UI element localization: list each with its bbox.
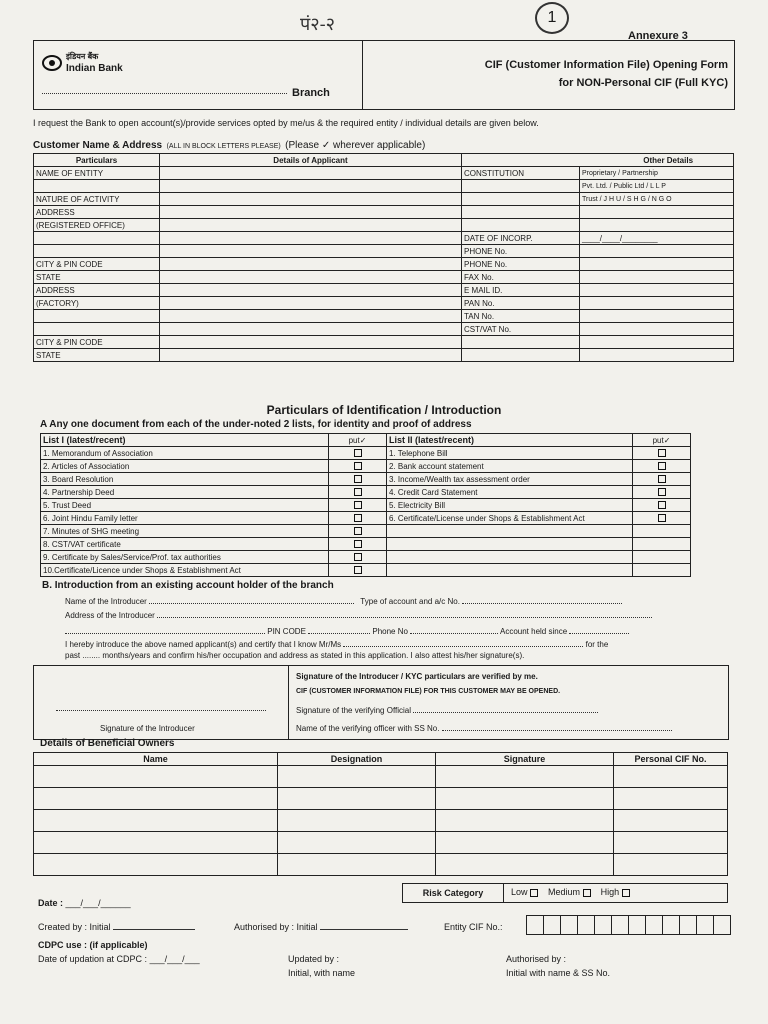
tan-input[interactable] [580,310,734,323]
phone-input[interactable] [410,633,498,634]
introducer-name-label: Name of the Introducer [65,597,147,606]
owner-designation-cell[interactable] [278,854,436,876]
blank-10b [580,349,734,362]
list1-checkbox[interactable] [354,488,362,496]
input-nature[interactable] [160,193,462,206]
email-input[interactable] [580,284,734,297]
verify-sig-row [296,706,598,715]
list1-item: 6. Joint Hindu Family letter [41,512,329,525]
cif-digit-box[interactable] [526,915,544,935]
row-nature: NATURE OF ACTIVITY [34,193,160,206]
owner-cif-cell[interactable] [614,854,728,876]
phone2-input[interactable] [580,258,734,271]
annexure-label: Annexure 3 [628,30,688,42]
list1-checkbox[interactable] [354,540,362,548]
list1-item: 8. CST/VAT certificate [41,538,329,551]
list1-item: 5. Trust Deed [41,499,329,512]
list2-checkbox[interactable] [658,488,666,496]
bank-hindi-name: इंडियन बैंक [66,52,99,61]
col-particulars: Particulars [34,154,160,167]
id-documents-table [40,433,691,577]
list2-item: 1. Telephone Bill [387,447,633,460]
const-opt-3[interactable]: Trust / J H U / S H G / N G O [580,193,734,206]
list1-item: 9. Certificate by Sales/Service/Prof. tax authorities [41,551,329,564]
acc-since-label: Account held since [499,627,568,636]
cst-label: CST/VAT No. [462,323,580,336]
col-other: Other Details [462,154,734,167]
bank-name: Indian Bank [66,63,123,74]
risk-category-box [402,883,728,903]
may-open-text: CIF (CUSTOMER INFORMATION FILE) FOR THIS CUSTOMER MAY BE OPENED. [296,688,561,695]
introducer-address-input[interactable] [157,617,652,618]
cif-digit-box[interactable] [680,915,697,935]
list1-checkbox[interactable] [354,566,362,574]
section-a-label: A Any one document from each of the under-noted 2 lists, for identity and proof of address [40,419,472,430]
owner-designation-cell[interactable] [278,832,436,854]
verify-name-input[interactable] [442,730,672,731]
date-input[interactable]: ___/___/______ [65,898,131,908]
cif-digit-box[interactable] [578,915,595,935]
entity-cif-label: Entity CIF No.: [444,922,503,932]
cif-digit-box[interactable] [663,915,680,935]
updated-by-sub: Initial, with name [288,968,356,978]
authorised-by-row [234,922,408,932]
list2-checkbox[interactable] [658,462,666,470]
authorised-by-input[interactable] [320,929,408,930]
list1-item: 3. Board Resolution [41,473,329,486]
certify-row-1 [65,640,608,649]
introducer-signature-label: Signature of the Introducer [100,724,195,733]
handwritten-note: पं२-२ [300,14,336,35]
list1-checkbox[interactable] [354,475,362,483]
updated-by-label: Updated by : [288,954,340,964]
row-city-pin: CITY & PIN CODE [34,258,160,271]
risk-medium-label: Medium [548,887,581,897]
row-blank-6 [34,245,160,258]
risk-high-label: High [600,887,620,897]
list1-checkbox[interactable] [354,462,362,470]
blank-9 [462,336,580,349]
cst-input[interactable] [580,323,734,336]
customer-line [33,135,425,153]
list2-checkbox[interactable] [658,501,666,509]
row-address-reg: ADDRESS [34,206,160,219]
created-by-row [38,922,195,932]
risk-high-checkbox[interactable] [622,889,630,897]
branch-label: Branch [292,87,330,99]
list1-checkbox[interactable] [354,527,362,535]
cif-digit-box[interactable] [595,915,612,935]
list1-item: 7. Minutes of SHG meeting [41,525,329,538]
blank-9b [580,336,734,349]
verify-name-row [296,724,672,733]
pin-phone-row [65,627,629,636]
cif-digit-box[interactable] [697,915,714,935]
date-updation-row [38,954,200,964]
certify-text-2: past ........ months/years and confirm his/her occupation and address as stated in this application. I also attest his/her signature(s). [65,651,525,660]
owner-name-cell[interactable] [34,766,278,788]
owner-cif-cell[interactable] [614,810,728,832]
col-personal-cif: Personal CIF No. [614,753,728,766]
entity-details-table [33,153,734,362]
blank-4 [462,219,580,232]
list1-checkbox[interactable] [354,553,362,561]
introducer-name-input[interactable] [149,603,354,604]
input-fac-4[interactable] [160,323,462,336]
owner-name-cell[interactable] [34,832,278,854]
constitution-blank-1 [462,180,580,193]
risk-options [511,887,630,897]
section-b-label: B. Introduction from an existing account holder of the branch [42,580,334,591]
col-details: Details of Applicant [160,154,462,167]
input-fac-1[interactable] [160,284,462,297]
entity-cif-boxes[interactable] [526,915,731,935]
blank-4b [580,219,734,232]
introducer-signature-cell [34,666,289,739]
owner-cif-cell[interactable] [614,832,728,854]
input-address-1[interactable] [160,206,462,219]
acc-type-input[interactable] [462,603,622,604]
cif-digit-box[interactable] [714,915,731,935]
list1-checkbox[interactable] [354,449,362,457]
const-opt-1[interactable]: Proprietary / Partnership [580,167,734,180]
email-label: E MAIL ID. [462,284,580,297]
owner-designation-cell[interactable] [278,810,436,832]
list1-put-tick: put✓ [329,434,387,447]
owner-signature-cell[interactable] [436,854,614,876]
risk-medium-checkbox[interactable] [583,889,591,897]
bank-branch-cell [34,41,363,109]
phone-label: Phone No [372,627,408,636]
list2-item: 2. Bank account statement [387,460,633,473]
input-address-3[interactable] [160,232,462,245]
pan-label: PAN No. [462,297,580,310]
for-the-text: for the [585,640,609,649]
list2-item: 6. Certificate/License under Shops & Establishment Act [387,512,633,525]
row-factory: (FACTORY) [34,297,160,310]
blank-10 [462,349,580,362]
cdpc-authorised-sub: Initial with name & SS No. [506,968,611,978]
col-name: Name [34,753,278,766]
date-incorp-label: DATE OF INCORP. [462,232,580,245]
row-city-pin-2: CITY & PIN CODE [34,336,160,349]
owner-name-cell[interactable] [34,788,278,810]
form-title-1: CIF (Customer Information File) Opening Form [484,59,728,71]
row-state-2: STATE [34,349,160,362]
row-state: STATE [34,271,160,284]
header-box [33,40,735,110]
beneficial-heading: Details of Beneficial Owners [40,738,175,749]
risk-low-label: Low [511,887,528,897]
introducer-address-row [65,611,652,620]
row-blank-7 [34,310,160,323]
pan-input[interactable] [580,297,734,310]
list2-checkbox[interactable] [658,449,666,457]
cdpc-use-label: CDPC use : (if applicable) [38,940,148,950]
constitution-blank-2 [462,193,580,206]
cif-digit-box[interactable] [629,915,646,935]
introducer-name-row [65,597,622,606]
owner-name-cell[interactable] [34,854,278,876]
list2-heading: List II (latest/recent) [387,434,633,447]
row-reg-office: (REGISTERED OFFICE) [34,219,160,232]
phone1-input[interactable] [580,245,734,258]
input-state[interactable] [160,271,462,284]
form-title-2: for NON-Personal CIF (Full KYC) [558,77,728,89]
input-state-2[interactable] [160,349,462,362]
introducer-signature-input[interactable] [56,710,266,711]
cif-digit-box[interactable] [646,915,663,935]
created-by-label: Created by : Initial [38,922,111,932]
owner-signature-cell[interactable] [436,766,614,788]
col-signature: Signature [436,753,614,766]
acc-since-input[interactable] [569,633,629,634]
constitution-label: CONSTITUTION [462,167,580,180]
input-fac-3[interactable] [160,310,462,323]
owner-designation-cell[interactable] [278,766,436,788]
phone1-label: PHONE No. [462,245,580,258]
owner-cif-cell[interactable] [614,788,728,810]
please-tick-note: (Please ✓ wherever applicable) [285,140,426,151]
fax-label: FAX No. [462,271,580,284]
owner-name-cell[interactable] [34,810,278,832]
request-text: I request the Bank to open account(s)/provide services opted by me/us & the required entity / individual details are given below. [33,118,539,128]
input-city[interactable] [160,258,462,271]
date-updation-input[interactable]: ___/___/___ [149,954,200,964]
date-row [38,898,131,908]
handwritten-page-number: 1 [535,2,569,34]
beneficial-owners-table [33,752,728,876]
row-blank-5 [34,232,160,245]
customer-note: (ALL IN BLOCK LETTERS PLEASE) [166,143,281,150]
identification-heading: Particulars of Identification / Introduction [266,403,502,417]
row-name-entity: NAME OF ENTITY [34,167,160,180]
introducer-address-label: Address of the Introducer [65,611,155,620]
list2-item: 4. Credit Card Statement [387,486,633,499]
list1-checkbox[interactable] [354,514,362,522]
list1-item: 2. Articles of Association [41,460,329,473]
owner-cif-cell[interactable] [614,766,728,788]
date-label: Date : [38,898,64,908]
owner-signature-cell[interactable] [436,788,614,810]
owner-designation-cell[interactable] [278,788,436,810]
cif-digit-box[interactable] [612,915,629,935]
const-opt-2[interactable]: Pvt. Ltd. / Public Ltd / L L P [580,180,734,193]
customer-label: Customer Name & Address [33,140,163,151]
row-blank-8 [34,323,160,336]
list1-item: 1. Memorandum of Association [41,447,329,460]
know-person-input[interactable] [343,646,583,647]
input-fac-2[interactable] [160,297,462,310]
cif-digit-box[interactable] [544,915,561,935]
risk-low-checkbox[interactable] [530,889,538,897]
list1-checkbox[interactable] [354,501,362,509]
branch-field[interactable] [42,93,287,94]
input-name-entity[interactable] [160,167,462,180]
date-updation-label: Date of updation at CDPC : [38,954,148,964]
verified-text: Signature of the Introducer / KYC particulars are verified by me. [296,672,538,681]
input-name-entity-2[interactable] [160,180,462,193]
list1-item: 10.Certificate/Licence under Shops & Establishment Act [41,564,329,577]
list2-checkbox[interactable] [658,475,666,483]
list2-item: 3. Income/Wealth tax assessment order [387,473,633,486]
owner-signature-cell[interactable] [436,810,614,832]
bank-logo-icon [42,55,62,71]
input-address-2[interactable] [160,219,462,232]
authorised-by-label: Authorised by : Initial [234,922,318,932]
row-blank-1 [34,180,160,193]
col-designation: Designation [278,753,436,766]
cif-digit-box[interactable] [561,915,578,935]
row-address-fac: ADDRESS [34,284,160,297]
list1-heading: List I (latest/recent) [41,434,329,447]
tan-label: TAN No. [462,310,580,323]
risk-label: Risk Category [403,884,504,902]
verify-sig-label: Signature of the verifying Official [296,706,412,715]
list2-checkbox[interactable] [658,514,666,522]
cdpc-authorised-label: Authorised by : [506,954,567,964]
verify-name-label: Name of the verifying officer with SS No. [296,724,440,733]
date-incorp-input[interactable]: ____/____/________ [580,232,734,245]
certify-text-1: I hereby introduce the above named applicant(s) and certify that I know Mr/Ms [65,640,342,649]
pin-input[interactable] [308,633,370,634]
phone2-label: PHONE No. [462,258,580,271]
pin-label: PIN CODE [267,627,306,636]
list2-put-tick: put✓ [633,434,691,447]
owner-signature-cell[interactable] [436,832,614,854]
acc-type-label: Type of account and a/c No. [360,597,460,606]
created-by-input[interactable] [113,929,195,930]
blank-3b [580,206,734,219]
list1-item: 4. Partnership Deed [41,486,329,499]
input-city-2[interactable] [160,336,462,349]
signature-box [33,665,729,740]
fax-input[interactable] [580,271,734,284]
input-address-4[interactable] [160,245,462,258]
blank-3 [462,206,580,219]
list2-item: 5. Electricity Bill [387,499,633,512]
verify-sig-input[interactable] [413,712,598,713]
address-cont-input[interactable] [65,633,265,634]
